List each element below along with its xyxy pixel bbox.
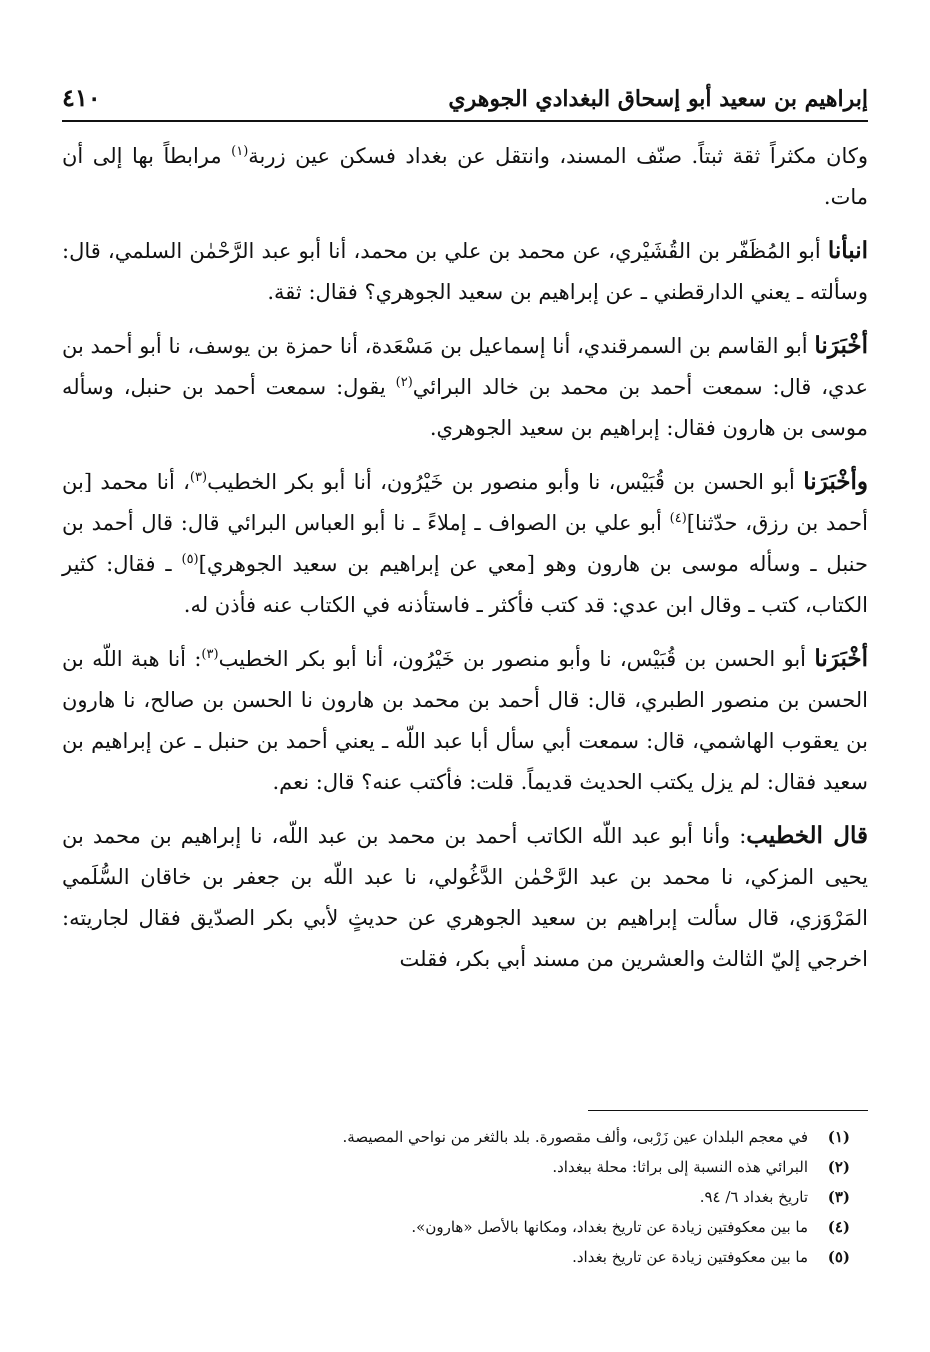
footnote-marker: (٢) <box>395 375 413 390</box>
paragraph-text: : وأنا أبو عبد اللّه الكاتب أحمد بن محمد بن عبد اللّه، نا إبراهيم بن محمد بن يحيى المزكي، نا محمد بن عبد الرَّحْمٰن الدَّغُولي، نا عبد اللّه بن جعفر بن خاقان السُّلَمي المَرْوَزي، قال سألت إبراهيم بن سعيد الجوهري عن حديثٍ لأبي بكر الصدّيق فقال لجاريته: اخرجي إليّ الثالث والعشرين من مسند أبي بكر، فقلت <box>62 824 868 971</box>
paragraph-text: : أنا هبة اللّه بن الحسن بن منصور الطبري، قال: قال أحمد بن محمد بن هارون نا الحسن بن صالح، نا هارون بن يعقوب الهاشمي، قال: سمعت أبي سأل أبا عبد اللّه ـ يعني أحمد بن حنبل ـ عن إبراهيم بن سعيد فقال: لم يزل يكتب الحديث قديماً. قلت: فأكتب عنه؟ قال: نعم. <box>62 647 868 794</box>
footnote <box>62 1122 850 1152</box>
paragraph-text: ـ فقال: كثير الكتاب، كتب ـ وقال ابن عدي: قد كتب فأكثر ـ فاستأذنه في الكتاب عنه فأذن له. <box>62 552 868 617</box>
footnote-marker: (١) <box>231 144 249 159</box>
footnote <box>62 1212 850 1242</box>
footnote-text: البرائي هذه النسبة إلى براثا: محلة ببغداد. <box>552 1158 808 1176</box>
paragraph <box>62 638 868 803</box>
paragraph-text: أبو المُظَفّر بن القُشَيْري، عن محمد بن علي بن محمد، أنا أبو عبد الرَّحْمٰن السلمي، قال: وسألته ـ يعني الدارقطني ـ عن إبراهيم بن سعيد الجوهري؟ فقال: ثقة. <box>62 239 868 304</box>
page-number: ٤١٠ <box>62 83 101 112</box>
paragraph-text: مرابطاً بها إلى أن مات. <box>62 144 868 209</box>
footnote-number: (٤) <box>827 1218 850 1236</box>
footnote-separator <box>588 1110 868 1111</box>
paragraph-text: ، أنا محمد [بن أحمد بن رزق، حدّثنا] <box>62 470 869 535</box>
footnote-marker: (٣) <box>201 647 219 662</box>
paragraph-text: أبو القاسم بن السمرقندي، أنا إسماعيل بن مَسْعَدة، أنا حمزة بن يوسف، نا أبو أحمد بن عدي، قال: سمعت أحمد بن محمد بن خالد البرائي <box>62 334 868 399</box>
paragraph-lead-word: انبأنا <box>827 237 868 264</box>
running-header <box>62 72 868 122</box>
paragraph-text: أبو علي بن الصواف ـ إملاءً ـ نا أبو العباس البرائي قال: قال أحمد بن حنبل ـ وسأله موسى بن هارون وهو [معي عن إبراهيم بن سعيد الجوهري] <box>62 511 868 576</box>
footnote <box>62 1152 850 1182</box>
footnote-number: (٢) <box>827 1158 850 1176</box>
footnotes <box>62 1122 850 1272</box>
footnote <box>62 1242 850 1272</box>
paragraph <box>62 325 868 449</box>
paragraph-lead-word: وأخْبَرَنا <box>803 468 868 495</box>
paragraph <box>62 230 868 313</box>
footnote-text: في معجم البلدان عين زَرْبى، وألف مقصورة. بلد بالثغر من نواحي المصيصة. <box>342 1128 808 1146</box>
footnote-marker: (٣) <box>189 470 208 485</box>
paragraph-text: يقول: سمعت أحمد بن حنبل، وسأله موسى بن هارون فقال: إبراهيم بن سعيد الجوهري. <box>62 375 868 440</box>
paragraph-text: أبو الحسن بن قُبَيْس، نا وأبو منصور بن خَيْرُون، أنا أبو بكر الخطيب <box>218 647 815 671</box>
footnote <box>62 1182 850 1212</box>
footnote-marker: (٥) <box>181 552 199 567</box>
paragraph-text: وكان مكثراً ثقة ثبتاً. صنّف المسند، وانتقل عن بغداد فسكن عين زربة <box>248 144 868 168</box>
footnote-number: (٣) <box>827 1188 850 1206</box>
paragraph-lead-word: أخْبَرَنا <box>814 332 868 359</box>
paragraph-lead-word: أخْبَرَنا <box>814 645 868 672</box>
footnote-marker: (٤) <box>669 511 687 526</box>
paragraph <box>62 461 868 626</box>
paragraph <box>62 815 868 980</box>
main-text <box>62 136 868 992</box>
paragraph-text: أبو الحسن بن قُبَيْس، نا وأبو منصور بن خَيْرُون، أنا أبو بكر الخطيب <box>207 470 804 494</box>
footnote-text: تاريخ بغداد ٦/ ٩٤. <box>699 1188 808 1206</box>
paragraph-lead-word: قال الخطيب <box>746 822 869 849</box>
paragraph <box>62 136 868 218</box>
footnote-number: (١) <box>827 1128 850 1146</box>
running-title: إبراهيم بن سعيد أبو إسحاق البغدادي الجوهري <box>448 86 868 112</box>
footnote-text: ما بين معكوفتين زيادة عن تاريخ بغداد. <box>572 1248 808 1266</box>
footnote-text: ما بين معكوفتين زيادة عن تاريخ بغداد، ومكانها بالأصل «هارون». <box>411 1218 808 1236</box>
footnote-number: (٥) <box>827 1248 850 1266</box>
